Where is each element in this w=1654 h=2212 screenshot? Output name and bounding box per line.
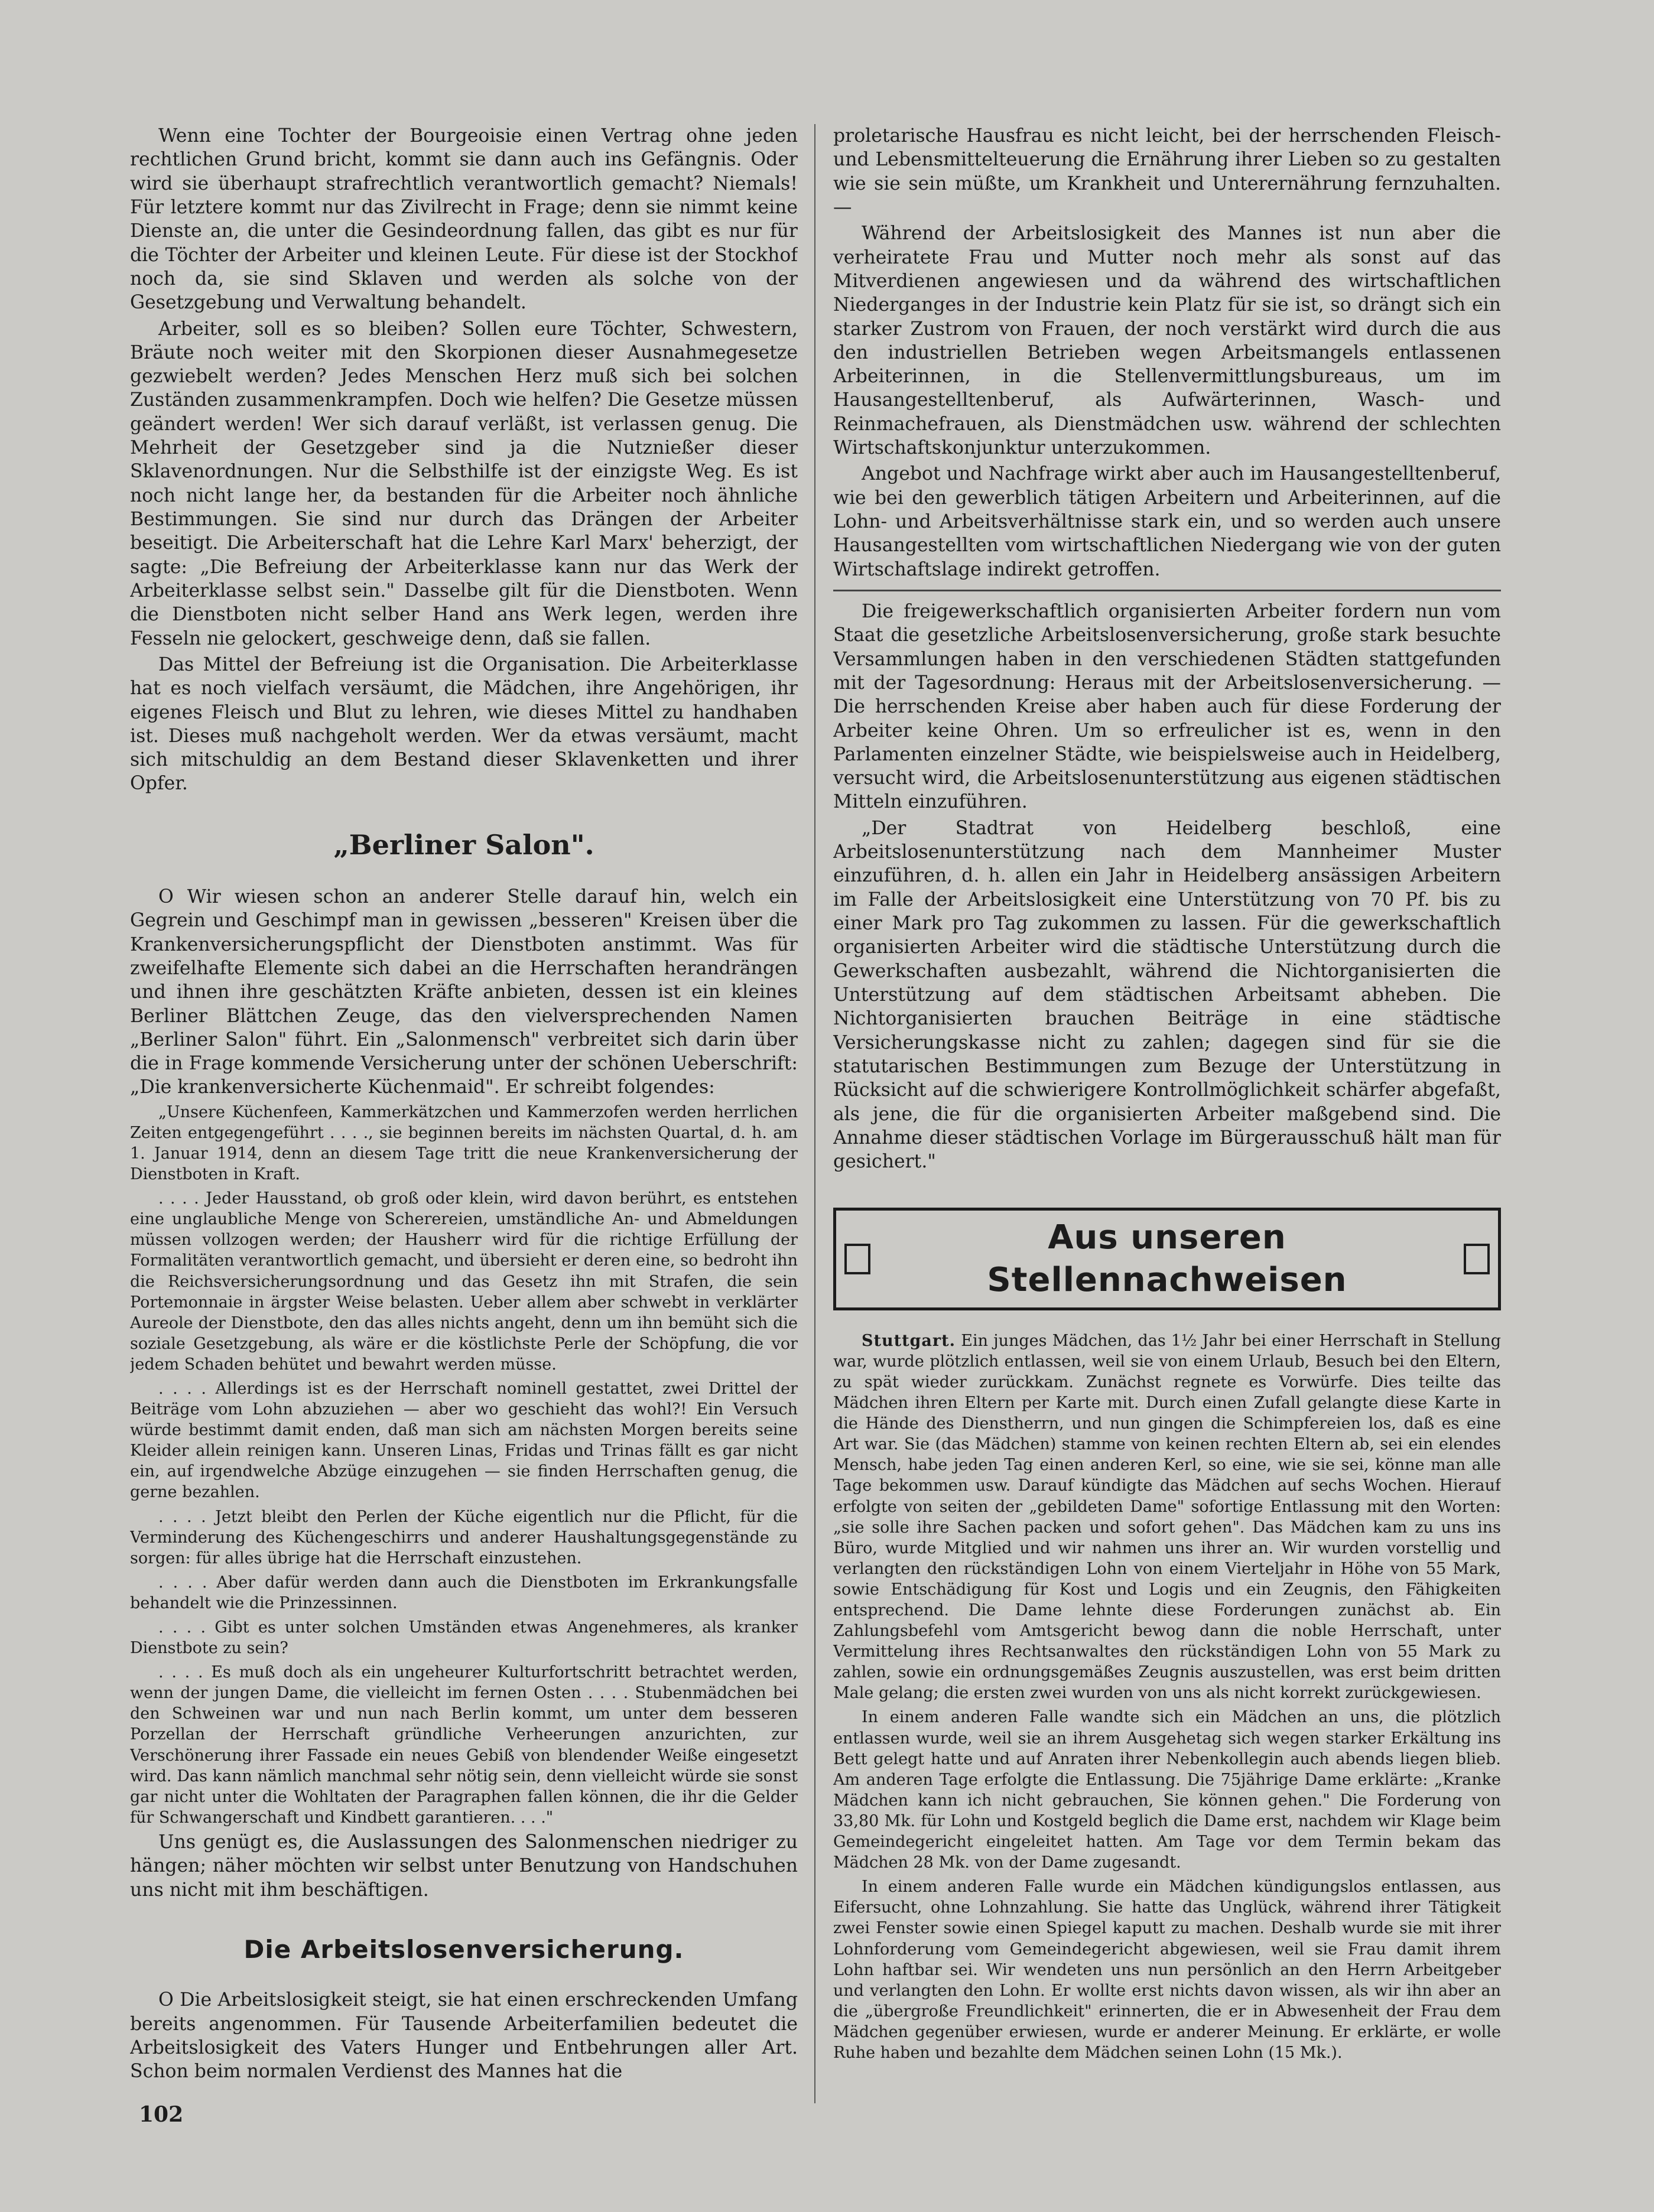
stellen-dateline: Stuttgart. (862, 1331, 956, 1350)
section-rule (833, 590, 1501, 591)
salon-quote-3: . . . . Allerdings ist es der Herrschaft nominell gestattet, zwei Drittel der Beiträge vom Lohn abzuziehen — aber wo geschieht das wohl?! Ein Versuch würde bestimmt damit enden, daß man sich am nächsten Morgen bereits seine Kleider allein reinigen kann. Unseren Linas, Fridas und Trinas fällt es gar nicht ein, auf irgendwelche Abzüge einzugehen — sie finden Herrschaften genug, die gerne bezahlen. (130, 1379, 798, 1502)
salon-quote-6: . . . . Gibt es unter solchen Umständen etwas Angenehmeres, als kranker Dienstbote zu sein? (130, 1618, 798, 1658)
salon-quote-7: . . . . Es muß doch als ein ungeheurer Kulturfortschritt betrachtet werden, wenn der jungen Dame, die vielleicht im fernen Osten . . . . Stubenmädchen bei den Schweinen war und nun nach Berlin kommt, um unter dem besseren Porzellan der Herrschaft gründliche Verheerungen anzurichten, zur Verschönerung ihrer Fassade ein neues Gebiß von blendender Weiße eingesetzt wird. Das kann nämlich manchmal sehr nötig sein, denn vielleicht würde sie sonst gar nicht unter die Wohltaten der Paragraphen fallen können, die ihr die Gelder für Schwangerschaft und Kindbett garantieren. . . ." (130, 1663, 798, 1827)
salon-closing-paragraph: Uns genügt es, die Auslassungen des Salonmenschen niedriger zu hängen; näher möchten wir selbst unter Benutzung von Handschuhen uns nicht mit ihm beschäftigen. (130, 1831, 798, 1901)
right-paragraph-3: Angebot und Nachfrage wirkt aber auch im Hausangestelltenberuf, wie bei den gewerblich tätigen Arbeitern und Arbeiterinnen, auf die Lohn- und Arbeitsverhältnisse stark ein, und so werden auch unsere Hausangestellten vom wirtschaftlichen Niedergang wie von der guten Wirtschaftslage indirekt getroffen. (833, 463, 1501, 580)
right-paragraph-5: „Der Stadtrat von Heidelberg beschloß, eine Arbeitslosenunterstützung nach dem Mannheimer Muster einzuführen, d. h. allen ein Jahr in Heidelberg ansässigen Arbeitern im Falle der Arbeitslosigkeit eine Unterstützung von 70 Pf. bis zu einer Mark pro Tag zukommen zu lassen. Für die gewerkschaftlich organisierten Arbeiter wird die städtische Unterstützung durch die Gewerkschaften ausbezahlt, während die Nichtorganisierten die Unterstützung auf dem städtischen Arbeitsamt abheben. Die Nichtorganisierten brauchen Beiträge in eine städtische Versicherungskasse nicht zu zahlen; dagegen sind für sie die statutarischen Bestimmungen zum Bezuge der Unterstützung in Rücksicht auf die schwierigere Kontrollmöglichkeit schärfer abgefaßt, als jene, die für die organisierten Arbeiter maßgebend sind. Die Annahme dieser städtischen Vorlage im Bürgerausschuß hält man für gesichert." (833, 817, 1501, 1173)
header-square-right-icon (1464, 1244, 1490, 1274)
page-columns (130, 124, 1565, 2103)
salon-section-title: „Berliner Salon". (333, 828, 594, 861)
intro-paragraph-3: Das Mittel der Befreiung ist die Organisation. Die Arbeiterklasse hat es noch vielfach versäumt, die Mädchen, ihre Angehörigen, ihr eigenes Fleisch und Blut zu lehren, wie dieses Mittel zu handhaben ist. Dieses muß nachgeholt werden. Wer da etwas versäumt, macht sich mitschuldig an dem Bestand dieser Sklavenketten und ihrer Opfer. (130, 653, 798, 795)
stellen-report-3: In einem anderen Falle wurde ein Mädchen kündigungslos entlassen, aus Eifersucht, ohne Lohnzahlung. Sie hatte das Unglück, während ihrer Tätigkeit zwei Fenster sowie einen Spiegel kaputt zu machen. Deshalb wurde sie mit ihrer Lohnforderung vom Gemeindegericht abgewiesen, weil sie Frau damit ihrem Lohn haftbar sei. Wir wendeten uns nun persönlich an den Herrn Arbeitgeber und verlangten den Lohn. Er wollte erst nichts davon wissen, als wir ihn aber an die „übergroße Freundlichkeit" erinnerten, die er in Abwesenheit der Frau dem Mädchen gegenüber erwiesen, wurde er anderer Meinung. Er erklärte, er wolle Ruhe haben und bezahlte dem Mädchen seinen Lohn (15 Mk.). (833, 1878, 1501, 2062)
right-paragraph-4: Die freigewerkschaftlich organisierten Arbeiter fordern nun vom Staat die gesetzliche Arbeitslosenversicherung, große stark besuchte Versammlungen haben in den verschiedenen Städten stattgefunden mit der Tagesordnung: Heraus mit der Arbeitslosenversicherung. — Die herrschenden Kreise aber haben auch für diese Forderung der Arbeiter keine Ohren. Um so erfreulicher ist es, wenn in den Parlamenten einzelner Städte, wie beispielsweise auch in Heidelberg, versucht wird, die Arbeitslosenunterstützung aus eigenen städtischen Mitteln einzuführen. (833, 600, 1501, 813)
page-number: 102 (139, 2102, 184, 2127)
salon-quote-4: . . . . Jetzt bleibt den Perlen der Küche eigentlich nur die Pflicht, für die Verminderung des Küchengeschirrs und anderer Haushaltungsgegenstände zu sorgen: für alles übrige hat die Herrschaft einzustehen. (130, 1507, 798, 1567)
intro-paragraph-2: Arbeiter, soll es so bleiben? Sollen eure Töchter, Schwestern, Bräute noch weiter mit den Skorpionen dieser Ausnahmegesetze gezwiebelt werden? Jedes Menschen Herz muß sich bei solchen Zuständen zusammenkrampfen. Doch wie helfen? Die Gesetze müssen geändert werden! Wer sich darauf verläßt, ist verlassen genug. Die Mehrheit der Gesetzgeber sind ja die Nutznießer dieser Sklavenordnungen. Nur die Selbsthilfe ist der einzigste Weg. Es ist noch nicht lange her, da bestanden für die Arbeiter noch ähnliche Bestimmungen. Sie sind nur durch das Drängen der Arbeiter beseitigt. Die Arbeiterschaft hat die Lehre Karl Marx' beherzigt, der sagte: „Die Befreiung der Arbeiterklasse kann nur das Werk der Arbeiterklasse selbst sein." Dasselbe gilt für die Dienstboten. Wenn die Dienstboten nicht selber Hand ans Werk legen, werden ihre Fesseln nie gelockert, geschweige denn, daß sie fallen. (130, 318, 798, 649)
right-paragraph-2: Während der Arbeitslosigkeit des Mannes ist nun aber die verheiratete Frau und Mutter noch mehr als sonst auf das Mitverdienen angewiesen und da während des wirtschaftlichen Niederganges in der Industrie kein Platz für sie ist, so drängt sich ein starker Zustrom von Frauen, der noch verstärkt wird durch die aus den industriellen Betrieben wegen Arbeitsmangels entlassenen Arbeiterinnen, in die Stellenvermittlungsbureaus, um im Hausangestelltenberuf, als Aufwärterinnen, Wasch- und Reinmachefrauen, als Dienstmädchen usw. während der schlechten Wirtschaftskonjunktur unterzukommen. (833, 223, 1501, 459)
intro-paragraph-1: Wenn eine Tochter der Bourgeoisie einen Vertrag ohne jeden rechtlichen Grund bricht, kommt sie dann auch ins Gefängnis. Oder wird sie überhaupt strafrechtlich verantwortlich gemacht? Niemals! Für letztere kommt nur das Zivilrecht in Frage; denn sie nimmt keine Dienste an, die unter die Gesindeordnung fallen, das gibt es nur für die Töchter der Arbeiter und kleinen Leute. Für diese ist der Stockhof noch da, sie sind Sklaven und werden als solche von der Gesetzgebung und Verwaltung behandelt. (130, 125, 798, 314)
stellennachweise-title: Aus unseren Stellennachweisen (987, 1218, 1347, 1300)
right-column (833, 124, 1501, 2103)
right-paragraph-1: proletarische Hausfrau es nicht leicht, bei der herrschenden Fleisch- und Lebensmittelteuerung die Ernährung ihrer Lieben so zu gestalten wie sie sein müßte, um Krankheit und Unterernährung fernzuhalten. — (833, 125, 1501, 218)
left-column (130, 124, 798, 2103)
stellen-report-1 (833, 1331, 1501, 1704)
stellen-report-1-text: Ein junges Mädchen, das 1½ Jahr bei einer Herrschaft in Stellung war, wurde plötzlich entlassen, weil sie von einem Urlaub, Besuch bei den Eltern, zu spät wieder zurückkam. Zunächst regnete es Vorwürfe. Dies teilte das Mädchen ihren Eltern per Karte mit. Durch einen Zufall gelangte diese Karte in die Hände des Dienstherrn, und nun gingen die Schimpfereien los, daß es eine Art war. Sie (das Mädchen) stamme von keinen rechten Eltern ab, sei ein elendes Mensch, habe jeden Tag einen anderen Kerl, so eine, wie sie sei, könne man alle Tage bekommen usw. Darauf kündigte das Mädchen auf sechs Wochen. Hierauf erfolgte von seiten der „gebildeten Dame" sofortige Entlassung mit den Worten: „sie solle ihre Sachen packen und sofort gehen". Das Mädchen kam zu uns ins Büro, wurde Mitglied und wir nahmen uns ihrer an. Wir wurden vorstellig und verlangten den rückständigen Lohn von einem Vierteljahr in Höhe von 55 Mark, sowie Entschädigung für Kost und Logis und ein Zeugnis, den Fähigkeiten entsprechend. Die Dame lehnte diese Forderungen zunächst ab. Ein Zahlungsbefehl vom Amtsgericht bewog dann die noble Herrschaft, unter Vermittelung ihres Rechtsanwaltes den rückständigen Lohn von 55 Mark zu zahlen, sowie ein ordnungsgemäßes Zeugnis auszustellen, was erst beim dritten Male gelang; die ersten zwei wurden von uns als nicht korrekt zurückgewiesen. (833, 1331, 1501, 1703)
stellen-report-2: In einem anderen Falle wandte sich ein Mädchen an uns, die plötzlich entlassen wurde, weil sie an ihrem Ausgehetag sich wegen starker Erkältung ins Bett gelegt hatte und auf Anraten ihrer Nebenkollegin auch abends liegen blieb. Am anderen Tage erfolgte die Entlassung. Die 75jährige Dame erklärte: „Kranke Mädchen kann ich nicht gebrauchen, Sie können gehen." Die Forderung von 33,80 Mk. für Lohn und Kostgeld beglich die Dame erst, nachdem wir Klage beim Gemeindegericht eingeleitet hatten. Am Tage vor dem Termin bekam das Mädchen 28 Mk. von der Dame zugesandt. (833, 1708, 1501, 1872)
arbeitslosen-section-title: Die Arbeitslosenversicherung. (243, 1934, 684, 1964)
header-square-left-icon (844, 1244, 870, 1274)
salon-paragraph: O Wir wiesen schon an anderer Stelle darauf hin, welch ein Gegrein und Geschimpf man in gewissen „besseren" Kreisen über die Krankenversicherungspflicht der Dienstboten anstimmt. Was für zweifelhafte Elemente sich dabei an die Herrschaften herandrängen und ihnen ihre geschätzten Kräfte anbieten, dessen ist ein kleines Berliner Blättchen Zeuge, das den vielversprechenden Namen „Berliner Salon" führt. Ein „Salonmensch" verbreitet sich darin über die in Frage kommende Versicherung unter der schönen Ueberschrift: „Die krankenversicherte Küchenmaid". Er schreibt folgendes: (130, 886, 798, 1098)
salon-quote-1: „Unsere Küchenfeen, Kammerkätzchen und Kammerzofen werden herrlichen Zeiten entgegengeführt . . . ., sie beginnen bereits im nächsten Quartal, d. h. am 1. Januar 1914, denn an diesem Tage tritt die neue Krankenversicherung der Dienstboten in Kraft. (130, 1102, 798, 1184)
column-divider (814, 124, 815, 2103)
stellennachweise-header-box (833, 1208, 1501, 1310)
arbeitslosen-paragraph: O Die Arbeitslosigkeit steigt, sie hat einen erschreckenden Umfang bereits angenommen. Für Tausende Arbeiterfamilien bedeutet die Arbeitslosigkeit des Vaters Hunger und Entbehrungen aller Art. Schon beim normalen Verdienst des Mannes hat die (130, 1989, 798, 2083)
salon-quote-5: . . . . Aber dafür werden dann auch die Dienstboten im Erkrankungsfalle behandelt wie die Prinzessinnen. (130, 1573, 798, 1612)
salon-quote-2: . . . . Jeder Hausstand, ob groß oder klein, wird davon berührt, es entstehen eine unglaubliche Menge von Scherereien, umständliche An- und Abmeldungen müssen vollzogen werden; der Hausherr wird für die richtige Erfüllung der Formalitäten verantwortlich gemacht, und übersieht er deren eine, so bedroht ihn die Reichsversicherungsordnung und das Gesetz ihn mit Strafen, die sein Portemonnaie in ärgster Weise belasten. Ueber allem aber schwebt in verklärter Aureole der Dienstbote, den das alles nichts angeht, denn um ihn bemüht sich die soziale Gesetzgebung, als wäre er die köstlichste Perle der Schöpfung, die vor jedem Schaden behütet und bewahrt werden müsse. (130, 1189, 798, 1374)
